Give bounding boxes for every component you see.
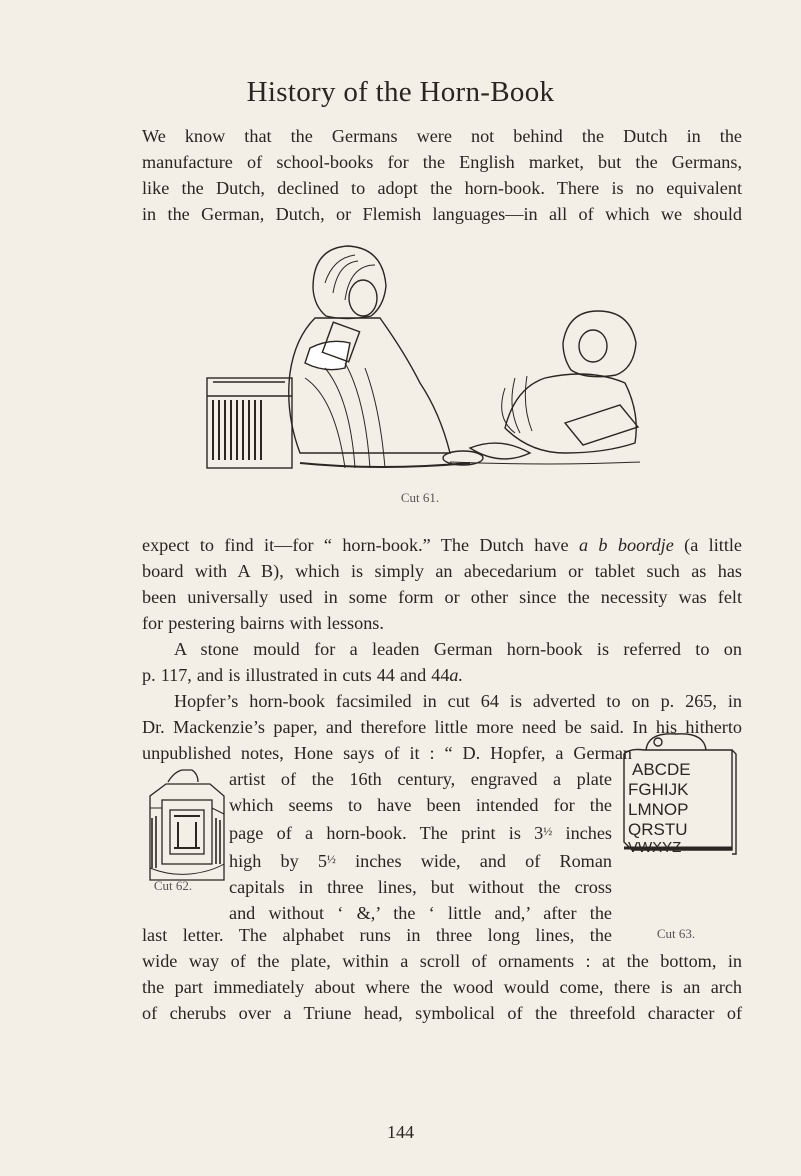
cut62-handle — [168, 770, 198, 782]
cut-62-caption: Cut 62. — [153, 878, 193, 893]
cut-61-illustration — [205, 238, 645, 474]
text-line: like the Dutch, declined to adopt the horn-book. There is no equivalent — [142, 178, 742, 198]
cut-63-illustration — [618, 730, 742, 860]
text-line: last letter. The alphabet runs in three long lines, the — [142, 925, 612, 945]
text-line: the part immediately about where the wood would come, there is an arch — [142, 977, 742, 997]
cut-62-illustration — [148, 768, 226, 888]
text-line: artist of the 16th century, engraved a plate — [229, 769, 612, 789]
text-line: board with A B), which is simply an abecedarium or tablet such as has — [142, 561, 742, 581]
text-line: We know that the Germans were not behind the Dutch in the — [142, 126, 742, 146]
cut63-letters-row-3: LMNOP — [628, 800, 689, 819]
child-dress — [505, 374, 636, 453]
paragraph-hopfer-end — [142, 948, 742, 1026]
child-horn-book — [565, 405, 638, 445]
text-line: been universally used in some form or other since the necessity was felt — [142, 587, 742, 607]
text-line: for pestering bairns with lessons. — [142, 613, 384, 633]
text-line: high by $5^{\frac{1}{2}}$ inches wide, and of Roman — [229, 851, 612, 871]
page-number: 144 — [387, 1122, 414, 1142]
paragraph-hopfer-wrap-2 — [142, 922, 612, 948]
text-line: expect to find it—for “ horn-book.” The Dutch have a b boordje (a little — [142, 535, 743, 555]
text-line: in the German, Dutch, or Flemish languages—in all of which we should — [142, 204, 742, 224]
paragraph-hopfer-wrap — [229, 766, 612, 926]
paragraph-intro — [142, 123, 742, 227]
cut63-letters-row-5: VWXYZ — [628, 839, 682, 856]
girl-dress — [289, 318, 450, 453]
text-line: which seems to have been intended for the — [229, 795, 612, 815]
text-line: p. 117, and is illustrated in cuts 44 and 44a. — [142, 665, 464, 685]
text-line: Dr. Mackenzie’s paper, and therefore little more need be said. In his hitherto — [142, 717, 742, 737]
running-title: History of the Horn-Book — [246, 76, 555, 108]
child-bonnet — [563, 311, 636, 377]
paragraph-boordje — [142, 532, 742, 636]
text-line: and without ‘ &,’ the ‘ little and,’ after the — [229, 903, 612, 923]
text-line: of cherubs over a Triune head, symbolical of the threefold character of — [142, 1003, 742, 1023]
cut63-letters-row-1: ABCDE — [632, 760, 691, 779]
text-line: capitals in three lines, but without the cross — [229, 877, 612, 897]
text-line: A stone mould for a leaden German horn-book is referred to on — [174, 639, 742, 659]
cut63-letters-row-4: QRSTU — [628, 820, 688, 839]
text-line: unpublished notes, Hone says of it : “ D. Hopfer, a German — [142, 743, 632, 763]
text-line: Hopfer’s horn-book facsimiled in cut 64 is adverted to on p. 265, in — [174, 691, 742, 711]
cut-61-caption: Cut 61. — [400, 490, 440, 505]
text-line: manufacture of school-books for the English market, but the Germans, — [142, 152, 742, 172]
cut63-letters-row-2: FGHIJK — [628, 780, 689, 799]
text-line: wide way of the plate, within a scroll of ornaments : at the bottom, in — [142, 951, 742, 971]
paragraph-stone-mould — [142, 636, 742, 688]
cut-63-caption: Cut 63. — [656, 926, 696, 941]
text-line: page of a horn-book. The print is $3^{\frac{1}{2}}$ inches — [229, 823, 612, 843]
cut63-handle — [646, 734, 706, 750]
